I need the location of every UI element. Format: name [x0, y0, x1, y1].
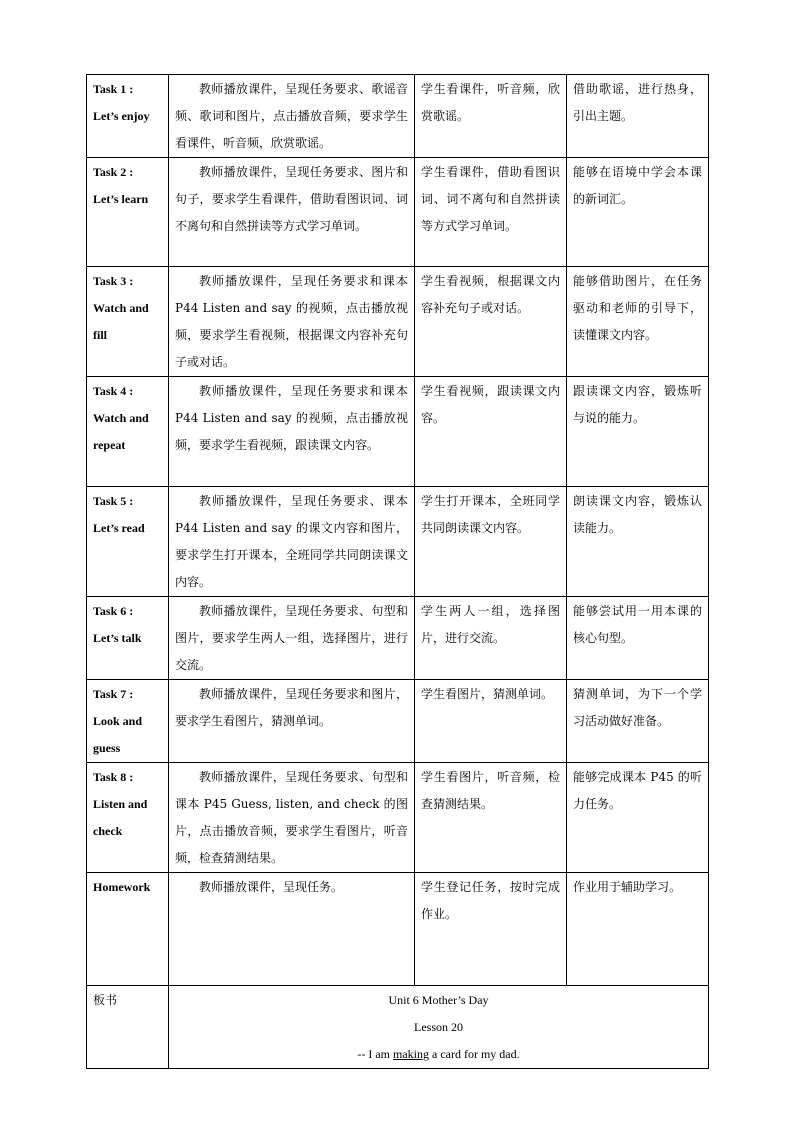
task-name-line: Task 3 :	[93, 274, 134, 288]
purpose-cell: 猜测单词，为下一个学习活动做好准备。	[567, 680, 709, 763]
task-name-cell	[87, 75, 169, 158]
task-name-line: Listen and	[93, 797, 148, 811]
task-name-line: Task 6 :	[93, 604, 134, 618]
task-name-cell	[87, 680, 169, 763]
sentence-suffix: a card for my dad.	[432, 1047, 520, 1061]
purpose-cell: 跟读课文内容，锻炼听与说的能力。	[567, 377, 709, 487]
task-name-line: Let’s read	[93, 521, 145, 535]
task-name-line: repeat	[93, 438, 126, 452]
table-row	[87, 158, 709, 267]
board-title: Unit 6 Mother’s Day	[388, 993, 489, 1007]
task-name-cell	[87, 158, 169, 267]
purpose-cell: 能够尝试用一用本课的核心句型。	[567, 597, 709, 680]
task-name-line: Task 2 :	[93, 165, 134, 179]
teacher-activity-cell: 教师播放课件，呈现任务要求和图片，要求学生看图片，猜测单词。	[169, 680, 415, 763]
board-label: 板书	[87, 986, 169, 1069]
teacher-activity-cell: 教师播放课件，呈现任务要求、图片和句子，要求学生看课件，借助看图识词、词不离句和自然拼读等方式学习单词。	[169, 158, 415, 267]
teacher-activity-cell: 教师播放课件，呈现任务要求、歌谣音频、歌词和图片，点击播放音频，要求学生看课件，听音频，欣赏歌谣。	[169, 75, 415, 158]
task-name-cell	[87, 873, 169, 986]
task-name-line: Task 7 :	[93, 687, 134, 701]
teacher-activity-cell: 教师播放课件，呈现任务要求和课本 P44 Listen and say 的视频，点击播放视频，要求学生看视频，跟读课文内容。	[169, 377, 415, 487]
student-activity-cell: 学生看视频，根据课文内容补充句子或对话。	[415, 267, 567, 377]
purpose-cell: 朗读课文内容，锻炼认读能力。	[567, 487, 709, 597]
student-activity-cell: 学生两人一组，选择图片，进行交流。	[415, 597, 567, 680]
purpose-cell: 能够在语境中学会本课的新词汇。	[567, 158, 709, 267]
board-lesson: Lesson 20	[414, 1020, 463, 1034]
sentence-highlight: making	[393, 1047, 429, 1061]
purpose-cell: 借助歌谣，进行热身，引出主题。	[567, 75, 709, 158]
task-name-line: Watch and	[93, 301, 149, 315]
task-name-cell	[87, 267, 169, 377]
student-activity-cell: 学生打开课本，全班同学共同朗读课文内容。	[415, 487, 567, 597]
table-row	[87, 763, 709, 873]
table-row	[87, 680, 709, 763]
purpose-cell: 能够完成课本 P45 的听力任务。	[567, 763, 709, 873]
task-name-line: check	[93, 824, 123, 838]
teacher-activity-cell: 教师播放课件，呈现任务要求和课本 P44 Listen and say 的视频，点击播放视频，要求学生看视频，根据课文内容补充句子或对话。	[169, 267, 415, 377]
teacher-activity-cell: 教师播放课件，呈现任务要求、句型和课本 P45 Guess, listen, and check 的图片，点击播放音频，要求学生看图片，听音频，检查猜测结果。	[169, 763, 415, 873]
student-activity-cell: 学生登记任务，按时完成作业。	[415, 873, 567, 986]
task-name-line: fill	[93, 328, 107, 342]
table-row	[87, 75, 709, 158]
task-rows	[87, 75, 709, 1069]
purpose-cell: 作业用于辅助学习。	[567, 873, 709, 986]
task-name-line: Let’s enjoy	[93, 109, 150, 123]
table-row	[87, 597, 709, 680]
teacher-activity-cell: 教师播放课件，呈现任务要求、句型和图片，要求学生两人一组，选择图片，进行交流。	[169, 597, 415, 680]
board-row	[87, 986, 709, 1069]
student-activity-cell: 学生看图片，猜测单词。	[415, 680, 567, 763]
student-activity-cell: 学生看课件，听音频，欣赏歌谣。	[415, 75, 567, 158]
sentence-prefix: -- I am	[357, 1047, 390, 1061]
student-activity-cell: 学生看视频，跟读课文内容。	[415, 377, 567, 487]
lesson-plan-table	[86, 74, 709, 1069]
task-name-cell	[87, 597, 169, 680]
student-activity-cell: 学生看课件，借助看图识词、词不离句和自然拼读等方式学习单词。	[415, 158, 567, 267]
table-row	[87, 267, 709, 377]
task-name-line: Let’s learn	[93, 192, 149, 206]
task-name-line: Task 1 :	[93, 82, 134, 96]
table-row	[87, 487, 709, 597]
task-name-cell	[87, 763, 169, 873]
board-content	[169, 986, 709, 1069]
teacher-activity-cell: 教师播放课件，呈现任务要求、课本 P44 Listen and say 的课文内容和图片，要求学生打开课本，全班同学共同朗读课文内容。	[169, 487, 415, 597]
board-sentence	[175, 1041, 702, 1068]
task-name-cell	[87, 487, 169, 597]
teacher-activity-cell: 教师播放课件，呈现任务。	[169, 873, 415, 986]
task-name-line: Task 8 :	[93, 770, 134, 784]
task-name-line: Let’s talk	[93, 631, 142, 645]
task-name-line: Task 5 :	[93, 494, 134, 508]
student-activity-cell: 学生看图片，听音频，检查猜测结果。	[415, 763, 567, 873]
table-row	[87, 873, 709, 986]
task-name-line: Task 4 :	[93, 384, 134, 398]
task-name-line: Look and	[93, 714, 143, 728]
task-name-line: Homework	[93, 880, 151, 894]
task-name-cell	[87, 377, 169, 487]
task-name-line: Watch and	[93, 411, 149, 425]
table-row	[87, 377, 709, 487]
purpose-cell: 能够借助图片，在任务驱动和老师的引导下，读懂课文内容。	[567, 267, 709, 377]
task-name-line: guess	[93, 741, 121, 755]
